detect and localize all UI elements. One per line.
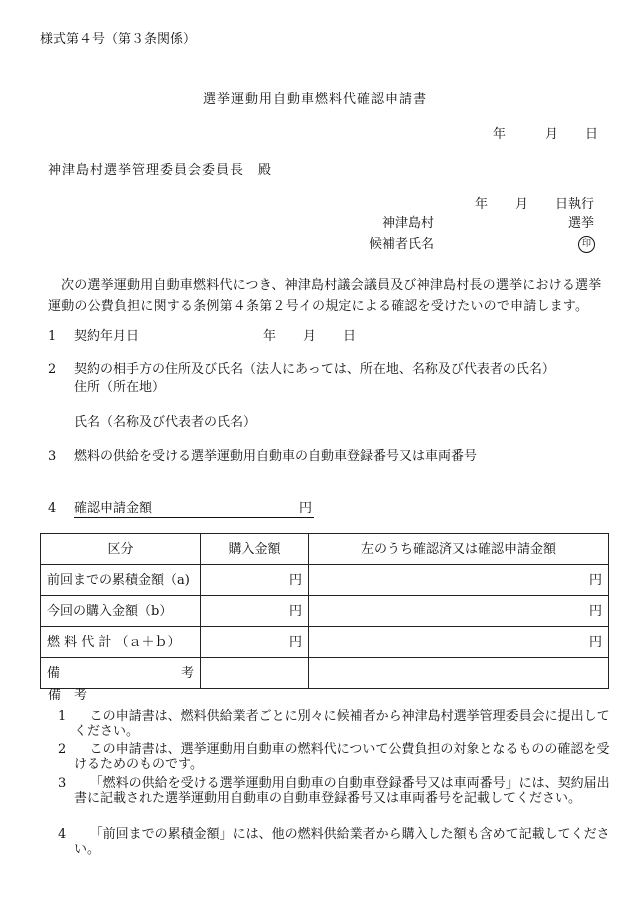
item-requested-amount-number: 4 (48, 501, 57, 516)
election-date-month: 月 (515, 197, 529, 212)
header-category: 区分 (41, 534, 201, 565)
addressee-honorific: 殿 (258, 163, 273, 178)
note-item (60, 742, 614, 772)
remarks-cell (309, 658, 609, 689)
note-item (60, 776, 614, 806)
table-row (41, 627, 609, 658)
candidate-name-label: 候補者氏名 (369, 237, 435, 252)
party-name-label: 氏名（名称及び代表者の氏名） (74, 415, 257, 430)
row-label: 前回までの累積金額（a) (41, 565, 201, 596)
confirmed-amount-cell: 円 (309, 596, 609, 627)
seal-mark: 印 (578, 236, 595, 253)
header-purchase-amount: 購入金額 (201, 534, 309, 565)
form-number: 様式第４号（第３条関係） (40, 32, 197, 47)
note-number: 2 (58, 742, 67, 757)
application-date-year: 年 (493, 127, 507, 142)
contract-date-day: 日 (343, 329, 357, 344)
item-number: 2 (48, 362, 57, 377)
requested-amount-line (74, 502, 314, 518)
item-label: 契約の相手方の住所及び氏名（法人にあっては、所在地、名称及び代表者の氏名） (74, 362, 555, 377)
requested-amount-unit: 円 (298, 501, 312, 516)
item-contract-party (48, 363, 555, 376)
requested-amount-label: 確認申請金額 (74, 501, 153, 516)
application-date-month: 月 (545, 127, 559, 142)
row-label: 燃 料 代 計 （ａ＋ｂ） (41, 627, 201, 658)
notes-header: 備 考 (48, 688, 88, 703)
election-type: 選挙 (568, 216, 595, 231)
note-text: この申請書は、燃料供給業者ごとに別々に候補者から神津島村選挙管理委員会に提出してください。 (74, 709, 610, 739)
party-address-label: 住所（所在地） (74, 380, 166, 395)
remarks-label-cell (41, 658, 201, 689)
item-label: 契約年月日 (74, 329, 140, 344)
note-item (60, 709, 614, 739)
note-item (60, 827, 614, 857)
election-date-day: 日執行 (555, 197, 595, 212)
item-number: 3 (48, 449, 57, 464)
confirmed-amount-cell: 円 (309, 565, 609, 596)
table-row (41, 596, 609, 627)
remarks-label-left: 備 (47, 665, 61, 681)
table-row (41, 565, 609, 596)
note-text: この申請書は、選挙運動用自動車の燃料代について公費負担の対象となるものの確認を受けるためのものです。 (74, 742, 610, 772)
purchase-amount-cell: 円 (201, 596, 309, 627)
purchase-amount-cell: 円 (201, 565, 309, 596)
table-remarks-row (41, 658, 609, 689)
amount-table (40, 533, 609, 689)
application-date-day: 日 (585, 127, 599, 142)
confirmed-amount-cell: 円 (309, 627, 609, 658)
remarks-label-right: 考 (180, 665, 194, 681)
purchase-amount-cell: 円 (201, 627, 309, 658)
item-label: 燃料の供給を受ける選挙運動用自動車の自動車登録番号又は車両番号 (74, 449, 478, 464)
note-text: 「前回までの累積金額」には、他の燃料供給業者から購入した額も含めて記載してください。 (74, 827, 610, 857)
item-number: 1 (48, 329, 57, 344)
intro-paragraph: 次の選挙運動用自動車燃料代につき、神津島村議会議員及び神津島村長の選挙における選挙運動の公費負担に関する条例第４条第２号イの規定による確認を受けたいので申請します。 (48, 278, 602, 314)
note-number: 3 (58, 776, 67, 791)
row-label: 今回の購入金額（b） (41, 596, 201, 627)
item-vehicle-number (48, 450, 477, 463)
document-title: 選挙運動用自動車燃料代確認申請書 (202, 92, 427, 107)
contract-date-year: 年 (263, 329, 277, 344)
note-text: 「燃料の供給を受ける選挙運動用自動車の自動車登録番号又は車両番号」には、契約届出書に記載された選挙運動用自動車の自動車登録番号又は車両番号を記載してください。 (74, 776, 610, 806)
table-header-row (41, 534, 609, 565)
note-number: 4 (58, 827, 67, 842)
contract-date-month: 月 (303, 329, 317, 344)
addressee (48, 164, 272, 177)
header-confirmed-amount: 左のうち確認済又は確認申請金額 (309, 534, 609, 565)
item-contract-date (48, 330, 139, 343)
note-number: 1 (58, 709, 67, 724)
election-village: 神津島村 (382, 216, 435, 231)
addressee-name: 神津島村選挙管理委員会委員長 (48, 163, 245, 178)
remarks-cell (201, 658, 309, 689)
election-date-year: 年 (475, 197, 489, 212)
